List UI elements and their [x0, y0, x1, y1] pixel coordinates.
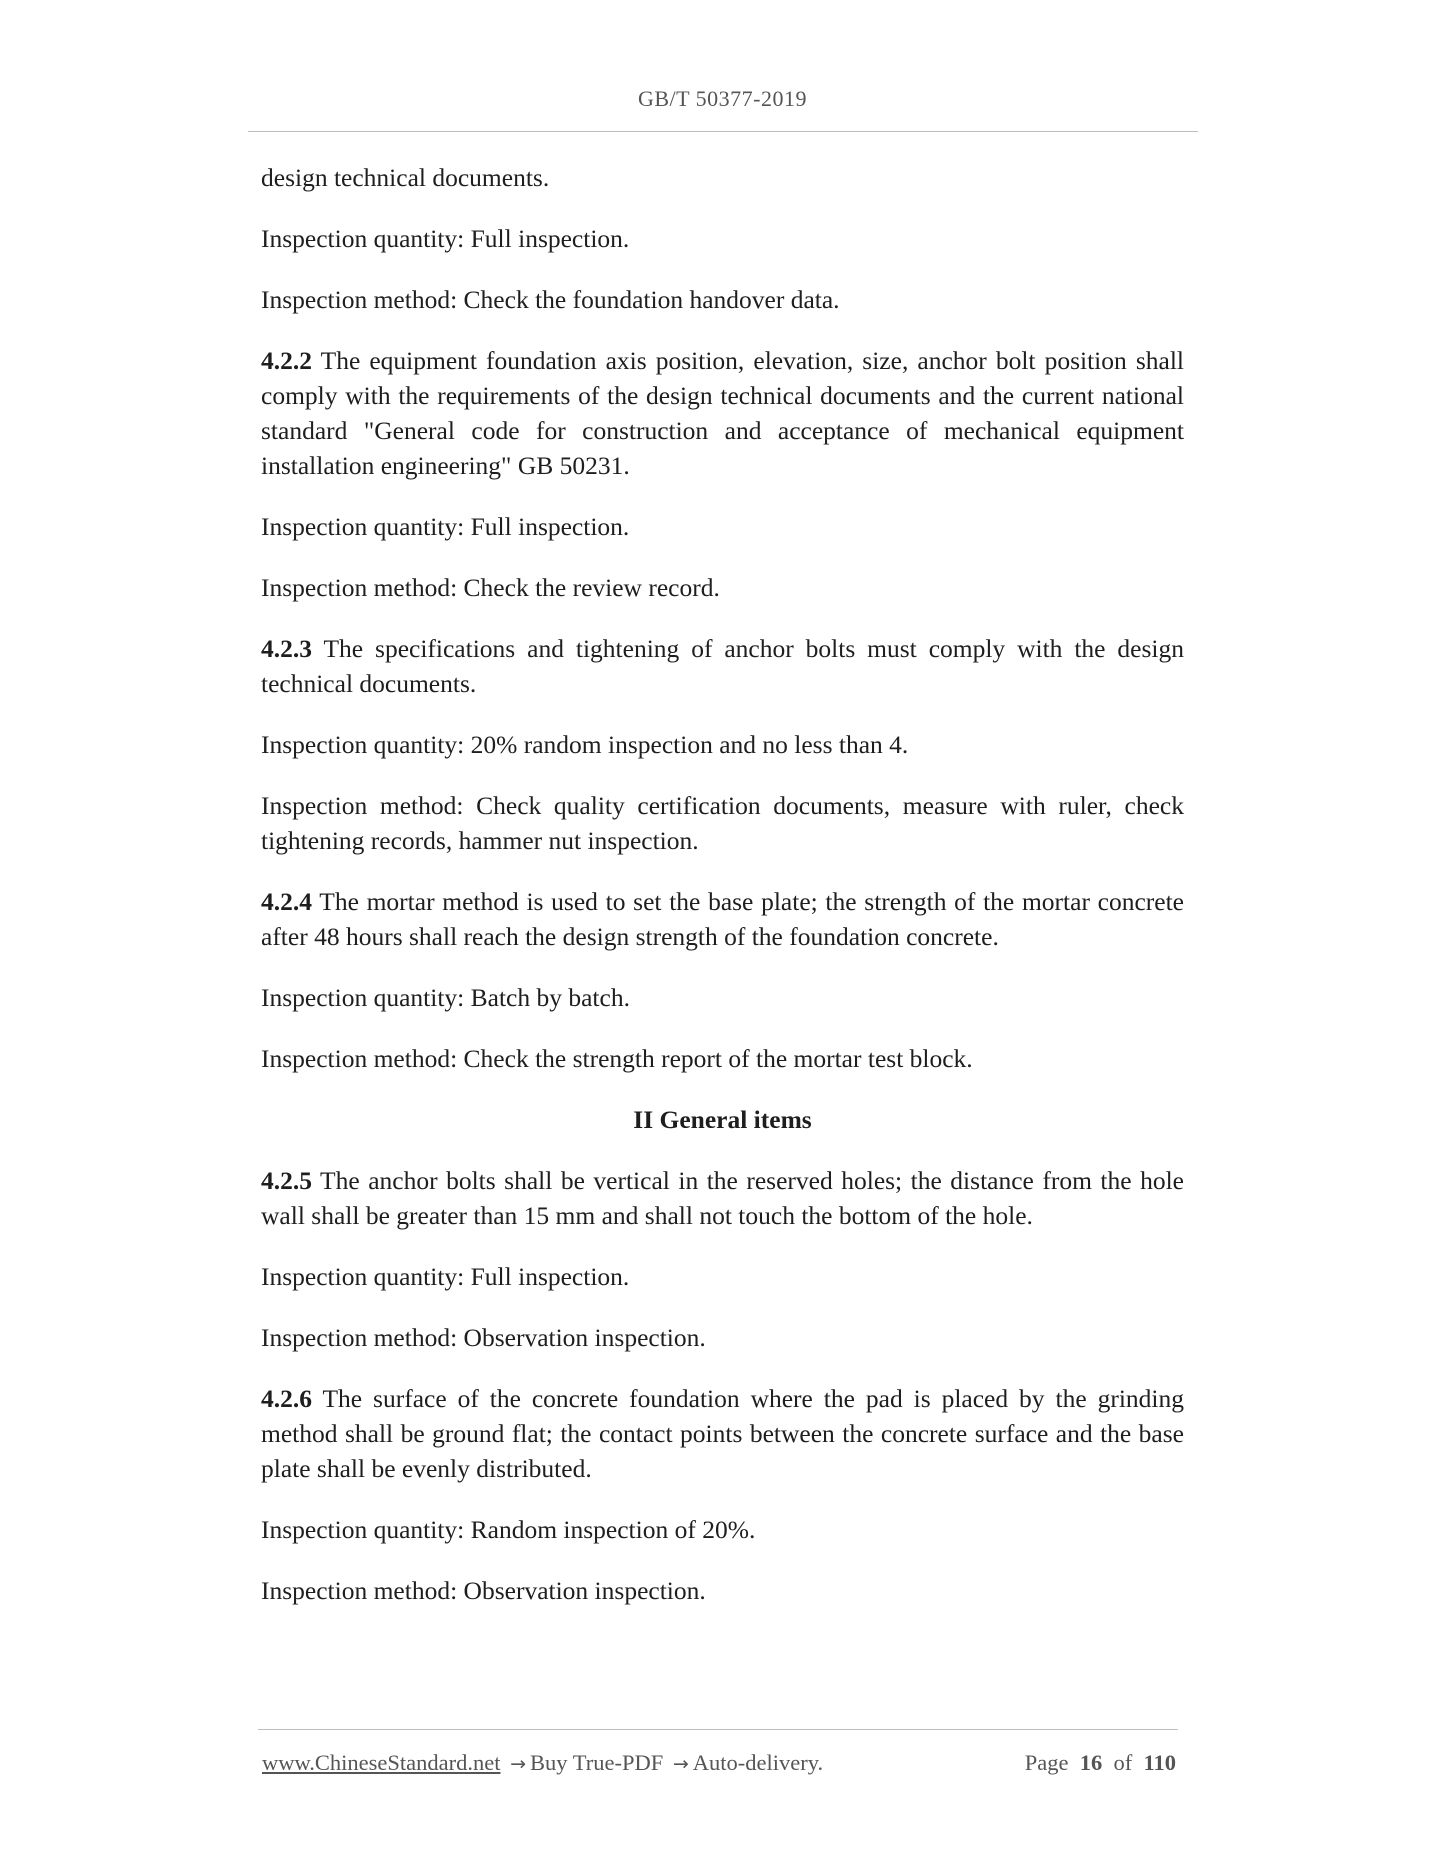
- arrow-right-icon: →: [510, 1753, 527, 1775]
- clause-number: 4.2.3: [261, 634, 312, 663]
- header-divider: [248, 131, 1198, 132]
- inspection-method: Inspection method: Check quality certification documents, measure with ruler, check tightening records, hammer nut inspection.: [261, 791, 1184, 855]
- inspection-quantity: Inspection quantity: Full inspection.: [261, 512, 630, 541]
- inspection-quantity: Inspection quantity: Full inspection.: [261, 1262, 630, 1291]
- auto-delivery-text: Auto-delivery.: [692, 1750, 824, 1775]
- page-content: [261, 160, 1184, 1634]
- buy-pdf-text: Buy True-PDF: [530, 1750, 664, 1775]
- clause-4-2-4: [261, 884, 1184, 954]
- paragraph: design technical documents.: [261, 163, 550, 192]
- clause-text: The equipment foundation axis position, elevation, size, anchor bolt position shall comply with the requirements of the design technical documents and the current national standard "General code for construction and acceptance of mechanical equipment installation engineering" GB 50231.: [261, 346, 1184, 480]
- clause-number: 4.2.5: [261, 1166, 312, 1195]
- clause-text: The specifications and tightening of anchor bolts must comply with the design technical documents.: [261, 634, 1184, 698]
- clause-4-2-2: [261, 343, 1184, 483]
- clause-text: The surface of the concrete foundation where the pad is placed by the grinding method shall be ground flat; the contact points between the concrete surface and the base plate shall be evenly distributed.: [261, 1384, 1184, 1483]
- inspection-quantity: Inspection quantity: Random inspection of 20%.: [261, 1515, 756, 1544]
- clause-4-2-6: [261, 1381, 1184, 1486]
- footer-promo: [262, 1750, 823, 1776]
- inspection-method: Inspection method: Observation inspection.: [261, 1323, 706, 1352]
- section-heading: II General items: [633, 1105, 812, 1134]
- page-label: Page: [1024, 1750, 1069, 1775]
- clause-text: The anchor bolts shall be vertical in the reserved holes; the distance from the hole wall shall be greater than 15 mm and shall not touch the bottom of the hole.: [261, 1166, 1184, 1230]
- footer-divider: [258, 1729, 1178, 1730]
- page-number: [1025, 1750, 1176, 1776]
- clause-text: The mortar method is used to set the base plate; the strength of the mortar concrete after 48 hours shall reach the design strength of the foundation concrete.: [261, 887, 1184, 951]
- clause-number: 4.2.4: [261, 887, 312, 916]
- current-page: 16: [1079, 1750, 1103, 1775]
- inspection-quantity: Inspection quantity: 20% random inspection and no less than 4.: [261, 730, 909, 759]
- total-pages: 110: [1143, 1750, 1176, 1775]
- inspection-method: Inspection method: Check the review record.: [261, 573, 720, 602]
- arrow-right-icon: →: [672, 1753, 689, 1775]
- clause-number: 4.2.6: [261, 1384, 312, 1413]
- of-label: of: [1113, 1750, 1133, 1775]
- inspection-quantity: Inspection quantity: Full inspection.: [261, 224, 630, 253]
- inspection-method: Inspection method: Observation inspection.: [261, 1576, 706, 1605]
- inspection-method: Inspection method: Check the foundation handover data.: [261, 285, 840, 314]
- clause-number: 4.2.2: [261, 346, 312, 375]
- website-link[interactable]: www.ChineseStandard.net: [262, 1750, 501, 1775]
- clause-4-2-5: [261, 1163, 1184, 1233]
- inspection-method: Inspection method: Check the strength report of the mortar test block.: [261, 1044, 973, 1073]
- document-header-title: GB/T 50377-2019: [637, 86, 808, 111]
- inspection-quantity: Inspection quantity: Batch by batch.: [261, 983, 630, 1012]
- clause-4-2-3: [261, 631, 1184, 701]
